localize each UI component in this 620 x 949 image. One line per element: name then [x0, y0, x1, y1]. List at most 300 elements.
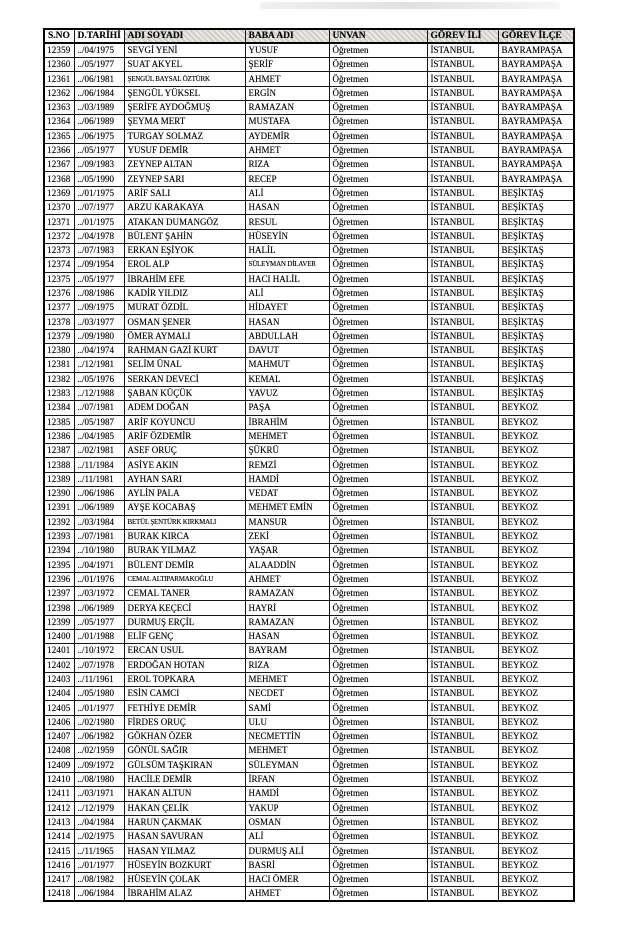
sno-cell: 12413 — [44, 815, 74, 829]
sno-cell: 12414 — [44, 830, 74, 844]
title-cell: Öğretmen — [329, 529, 427, 543]
title-cell: Öğretmen — [329, 329, 427, 343]
province-cell: İSTANBUL — [427, 844, 498, 858]
district-cell: BEYKOZ — [498, 429, 574, 443]
district-cell: BEŞİKTAŞ — [498, 258, 574, 272]
province-cell: İSTANBUL — [427, 72, 498, 86]
birth-date-cell: ../07/1983 — [74, 243, 124, 257]
title-cell: Öğretmen — [329, 787, 427, 801]
birth-date-cell: ../06/1984 — [74, 86, 124, 100]
full-name-cell: ASİYE AKIN — [124, 458, 245, 472]
district-cell: BEYKOZ — [498, 487, 574, 501]
province-cell: İSTANBUL — [427, 715, 498, 729]
scan-artifact-smudge — [260, 2, 560, 9]
province-cell: İSTANBUL — [427, 744, 498, 758]
birth-date-cell: ../02/1959 — [74, 744, 124, 758]
title-cell: Öğretmen — [329, 587, 427, 601]
personnel-list-table — [43, 28, 575, 902]
birth-date-cell: ../11/1961 — [74, 672, 124, 686]
district-cell: BAYRAMPAŞA — [498, 58, 574, 72]
full-name-cell: ESİN CAMCI — [124, 687, 245, 701]
title-cell: Öğretmen — [329, 858, 427, 872]
father-name-cell: YAŞAR — [245, 544, 329, 558]
sno-cell: 12386 — [44, 429, 74, 443]
full-name-cell: DURMUŞ ERÇİL — [124, 615, 245, 629]
district-cell: BAYRAMPAŞA — [498, 72, 574, 86]
table-row — [44, 86, 574, 100]
full-name-cell: FETHİYE DEMİR — [124, 701, 245, 715]
district-cell: BEŞİKTAŞ — [498, 229, 574, 243]
full-name-cell: SELİM ÜNAL — [124, 358, 245, 372]
birth-date-cell: ../09/1975 — [74, 301, 124, 315]
birth-date-cell: ../01/1977 — [74, 858, 124, 872]
sno-cell: 12401 — [44, 644, 74, 658]
table-row — [44, 601, 574, 615]
district-cell: BAYRAMPAŞA — [498, 43, 574, 57]
full-name-cell: ERDOĞAN HOTAN — [124, 658, 245, 672]
birth-date-cell: ../07/1981 — [74, 401, 124, 415]
father-name-cell: İRFAN — [245, 772, 329, 786]
birth-date-cell: ../10/1972 — [74, 644, 124, 658]
birth-date-cell: ../09/1983 — [74, 158, 124, 172]
column-header-birth-date: D.TARİHİ — [74, 29, 124, 43]
table-row — [44, 873, 574, 887]
father-name-cell: VEDAT — [245, 487, 329, 501]
father-name-cell: HACI HALİL — [245, 272, 329, 286]
title-cell: Öğretmen — [329, 487, 427, 501]
sno-cell: 12384 — [44, 401, 74, 415]
title-cell: Öğretmen — [329, 286, 427, 300]
full-name-cell: BURAK KIRCA — [124, 529, 245, 543]
sno-cell: 12399 — [44, 615, 74, 629]
title-cell: Öğretmen — [329, 172, 427, 186]
province-cell: İSTANBUL — [427, 229, 498, 243]
district-cell: BEYKOZ — [498, 830, 574, 844]
father-name-cell: MANSUR — [245, 515, 329, 529]
full-name-cell: ARZU KARAKAYA — [124, 201, 245, 215]
province-cell: İSTANBUL — [427, 186, 498, 200]
sno-cell: 12418 — [44, 887, 74, 901]
title-cell: Öğretmen — [329, 115, 427, 129]
district-cell: BAYRAMPAŞA — [498, 143, 574, 157]
province-cell: İSTANBUL — [427, 658, 498, 672]
father-name-cell: ALİ — [245, 186, 329, 200]
birth-date-cell: ../05/1976 — [74, 372, 124, 386]
province-cell: İSTANBUL — [427, 672, 498, 686]
table-row — [44, 229, 574, 243]
father-name-cell: NECMETTİN — [245, 730, 329, 744]
sno-cell: 12411 — [44, 787, 74, 801]
district-cell: BAYRAMPAŞA — [498, 172, 574, 186]
table-row — [44, 401, 574, 415]
father-name-cell: BAYRAM — [245, 644, 329, 658]
district-cell: BEYKOZ — [498, 687, 574, 701]
sno-cell: 12393 — [44, 529, 74, 543]
father-name-cell: HAYRİ — [245, 601, 329, 615]
title-cell: Öğretmen — [329, 772, 427, 786]
title-cell: Öğretmen — [329, 100, 427, 114]
table-row — [44, 544, 574, 558]
table-row — [44, 629, 574, 643]
father-name-cell: YAKUP — [245, 801, 329, 815]
full-name-cell: AYŞE KOCABAŞ — [124, 501, 245, 515]
title-cell: Öğretmen — [329, 458, 427, 472]
sno-cell: 12364 — [44, 115, 74, 129]
birth-date-cell: ../05/1977 — [74, 615, 124, 629]
province-cell: İSTANBUL — [427, 86, 498, 100]
sno-cell: 12371 — [44, 215, 74, 229]
father-name-cell: MEHMET — [245, 429, 329, 443]
province-cell: İSTANBUL — [427, 515, 498, 529]
birth-date-cell: ../04/1975 — [74, 43, 124, 57]
district-cell: BEYKOZ — [498, 844, 574, 858]
full-name-cell: AYHAN SARI — [124, 472, 245, 486]
father-name-cell: AYDEMİR — [245, 129, 329, 143]
father-name-cell: HASAN — [245, 315, 329, 329]
province-cell: İSTANBUL — [427, 386, 498, 400]
full-name-cell: TURGAY SOLMAZ — [124, 129, 245, 143]
table-row — [44, 315, 574, 329]
title-cell: Öğretmen — [329, 344, 427, 358]
birth-date-cell: ../05/1977 — [74, 143, 124, 157]
title-cell: Öğretmen — [329, 672, 427, 686]
father-name-cell: ERGİN — [245, 86, 329, 100]
birth-date-cell: ../02/1975 — [74, 830, 124, 844]
table-row — [44, 858, 574, 872]
full-name-cell: ZEYNEP SARI — [124, 172, 245, 186]
province-cell: İSTANBUL — [427, 873, 498, 887]
birth-date-cell: ../01/1975 — [74, 215, 124, 229]
district-cell: BEYKOZ — [498, 815, 574, 829]
province-cell: İSTANBUL — [427, 644, 498, 658]
table-row — [44, 844, 574, 858]
sno-cell: 12370 — [44, 201, 74, 215]
full-name-cell: KADİR YILDIZ — [124, 286, 245, 300]
table-row — [44, 172, 574, 186]
table-row — [44, 58, 574, 72]
birth-date-cell: ../09/1954 — [74, 258, 124, 272]
province-cell: İSTANBUL — [427, 315, 498, 329]
full-name-cell: SERKAN DEVECİ — [124, 372, 245, 386]
birth-date-cell: ../03/1989 — [74, 100, 124, 114]
father-name-cell: ZEKİ — [245, 529, 329, 543]
province-cell: İSTANBUL — [427, 129, 498, 143]
district-cell: BEŞİKTAŞ — [498, 372, 574, 386]
sno-cell: 12361 — [44, 72, 74, 86]
full-name-cell: ŞENGÜL YÜKSEL — [124, 86, 245, 100]
father-name-cell: KEMAL — [245, 372, 329, 386]
title-cell: Öğretmen — [329, 143, 427, 157]
table-body — [44, 43, 574, 901]
father-name-cell: RIZA — [245, 658, 329, 672]
sno-cell: 12398 — [44, 601, 74, 615]
title-cell: Öğretmen — [329, 887, 427, 901]
district-cell: BEŞİKTAŞ — [498, 301, 574, 315]
sno-cell: 12376 — [44, 286, 74, 300]
birth-date-cell: ../09/1980 — [74, 329, 124, 343]
full-name-cell: ATAKAN DUMANGÖZ — [124, 215, 245, 229]
full-name-cell: CEMAL ALTIPARMAKOĞLU — [124, 572, 245, 586]
title-cell: Öğretmen — [329, 744, 427, 758]
father-name-cell: RAMAZAN — [245, 615, 329, 629]
title-cell: Öğretmen — [329, 215, 427, 229]
title-cell: Öğretmen — [329, 86, 427, 100]
full-name-cell: YUSUF DEMİR — [124, 143, 245, 157]
sno-cell: 12378 — [44, 315, 74, 329]
full-name-cell: HÜSEYİN ÇOLAK — [124, 873, 245, 887]
birth-date-cell: ../12/1988 — [74, 386, 124, 400]
full-name-cell: ŞERİFE AYDOĞMUŞ — [124, 100, 245, 114]
title-cell: Öğretmen — [329, 873, 427, 887]
province-cell: İSTANBUL — [427, 329, 498, 343]
father-name-cell: RECEP — [245, 172, 329, 186]
title-cell: Öğretmen — [329, 315, 427, 329]
province-cell: İSTANBUL — [427, 100, 498, 114]
father-name-cell: İBRAHİM — [245, 415, 329, 429]
birth-date-cell: ../11/1984 — [74, 458, 124, 472]
father-name-cell: DURMUŞ ALİ — [245, 844, 329, 858]
full-name-cell: MURAT ÖZDİL — [124, 301, 245, 315]
sno-cell: 12400 — [44, 629, 74, 643]
full-name-cell: EROL TOPKARA — [124, 672, 245, 686]
title-cell: Öğretmen — [329, 301, 427, 315]
sno-cell: 12405 — [44, 701, 74, 715]
father-name-cell: YUSUF — [245, 43, 329, 57]
full-name-cell: GÜLSÜM TAŞKIRAN — [124, 758, 245, 772]
full-name-cell: İBRAHİM EFE — [124, 272, 245, 286]
province-cell: İSTANBUL — [427, 301, 498, 315]
title-cell: Öğretmen — [329, 544, 427, 558]
birth-date-cell: ../06/1989 — [74, 115, 124, 129]
birth-date-cell: ../07/1978 — [74, 658, 124, 672]
district-cell: BEYKOZ — [498, 544, 574, 558]
table-row — [44, 644, 574, 658]
district-cell: BEŞİKTAŞ — [498, 344, 574, 358]
table-row — [44, 487, 574, 501]
sno-cell: 12392 — [44, 515, 74, 529]
province-cell: İSTANBUL — [427, 730, 498, 744]
birth-date-cell: ../05/1977 — [74, 58, 124, 72]
district-cell: BEYKOZ — [498, 558, 574, 572]
title-cell: Öğretmen — [329, 758, 427, 772]
title-cell: Öğretmen — [329, 58, 427, 72]
sno-cell: 12385 — [44, 415, 74, 429]
table-row — [44, 572, 574, 586]
full-name-cell: HACİLE DEMİR — [124, 772, 245, 786]
district-cell: BEYKOZ — [498, 529, 574, 543]
district-cell: BEŞİKTAŞ — [498, 243, 574, 257]
birth-date-cell: ../11/1965 — [74, 844, 124, 858]
sno-cell: 12373 — [44, 243, 74, 257]
province-cell: İSTANBUL — [427, 572, 498, 586]
title-cell: Öğretmen — [329, 658, 427, 672]
birth-date-cell: ../06/1989 — [74, 501, 124, 515]
birth-date-cell: ../09/1972 — [74, 758, 124, 772]
father-name-cell: NECDET — [245, 687, 329, 701]
province-cell: İSTANBUL — [427, 801, 498, 815]
title-cell: Öğretmen — [329, 243, 427, 257]
birth-date-cell: ../04/1984 — [74, 815, 124, 829]
full-name-cell: ARİF KOYUNCU — [124, 415, 245, 429]
birth-date-cell: ../02/1981 — [74, 444, 124, 458]
district-cell: BEYKOZ — [498, 801, 574, 815]
district-cell: BEYKOZ — [498, 572, 574, 586]
title-cell: Öğretmen — [329, 415, 427, 429]
full-name-cell: HASAN YILMAZ — [124, 844, 245, 858]
table-row — [44, 744, 574, 758]
province-cell: İSTANBUL — [427, 758, 498, 772]
birth-date-cell: ../10/1980 — [74, 544, 124, 558]
full-name-cell: BETÜL ŞENTÜRK KIRKMALI — [124, 515, 245, 529]
district-cell: BEYKOZ — [498, 629, 574, 643]
title-cell: Öğretmen — [329, 272, 427, 286]
sno-cell: 12406 — [44, 715, 74, 729]
father-name-cell: HÜSEYİN — [245, 229, 329, 243]
column-header-father-name: BABA ADI — [245, 29, 329, 43]
title-cell: Öğretmen — [329, 186, 427, 200]
district-cell: BEYKOZ — [498, 730, 574, 744]
birth-date-cell: ../11/1981 — [74, 472, 124, 486]
title-cell: Öğretmen — [329, 601, 427, 615]
district-cell: BEYKOZ — [498, 887, 574, 901]
title-cell: Öğretmen — [329, 372, 427, 386]
birth-date-cell: ../05/1980 — [74, 687, 124, 701]
title-cell: Öğretmen — [329, 401, 427, 415]
father-name-cell: AHMET — [245, 572, 329, 586]
birth-date-cell: ../12/1979 — [74, 801, 124, 815]
table-row — [44, 243, 574, 257]
father-name-cell: HACI ÖMER — [245, 873, 329, 887]
birth-date-cell: ../03/1977 — [74, 315, 124, 329]
birth-date-cell: ../06/1975 — [74, 129, 124, 143]
province-cell: İSTANBUL — [427, 272, 498, 286]
table-row — [44, 787, 574, 801]
birth-date-cell: ../02/1980 — [74, 715, 124, 729]
father-name-cell: HASAN — [245, 201, 329, 215]
district-cell: BEŞİKTAŞ — [498, 315, 574, 329]
province-cell: İSTANBUL — [427, 601, 498, 615]
title-cell: Öğretmen — [329, 501, 427, 515]
table-row — [44, 272, 574, 286]
sno-cell: 12404 — [44, 687, 74, 701]
father-name-cell: ŞÜKRÜ — [245, 444, 329, 458]
sno-cell: 12390 — [44, 487, 74, 501]
title-cell: Öğretmen — [329, 43, 427, 57]
table-row — [44, 429, 574, 443]
birth-date-cell: ../04/1971 — [74, 558, 124, 572]
birth-date-cell: ../05/1987 — [74, 415, 124, 429]
table-row — [44, 201, 574, 215]
province-cell: İSTANBUL — [427, 772, 498, 786]
province-cell: İSTANBUL — [427, 358, 498, 372]
full-name-cell: ERKAN EŞİYOK — [124, 243, 245, 257]
title-cell: Öğretmen — [329, 844, 427, 858]
province-cell: İSTANBUL — [427, 58, 498, 72]
title-cell: Öğretmen — [329, 129, 427, 143]
district-cell: BEYKOZ — [498, 444, 574, 458]
table-row — [44, 472, 574, 486]
sno-cell: 12388 — [44, 458, 74, 472]
province-cell: İSTANBUL — [427, 544, 498, 558]
birth-date-cell: ../04/1974 — [74, 344, 124, 358]
full-name-cell: ERCAN USUL — [124, 644, 245, 658]
title-cell: Öğretmen — [329, 801, 427, 815]
father-name-cell: SÜLEYMAN — [245, 758, 329, 772]
table-row — [44, 887, 574, 901]
table-row — [44, 801, 574, 815]
table-row — [44, 758, 574, 772]
full-name-cell: ŞENGÜL BAYSAL ÖZTÜRK — [124, 72, 245, 86]
district-cell: BEYKOZ — [498, 515, 574, 529]
full-name-cell: HASAN SAVURAN — [124, 830, 245, 844]
birth-date-cell: ../08/1982 — [74, 873, 124, 887]
full-name-cell: ŞABAN KÜÇÜK — [124, 386, 245, 400]
district-cell: BEŞİKTAŞ — [498, 286, 574, 300]
district-cell: BEŞİKTAŞ — [498, 272, 574, 286]
full-name-cell: ASEF ORUÇ — [124, 444, 245, 458]
district-cell: BEYKOZ — [498, 615, 574, 629]
full-name-cell: RAHMAN GAZİ KURT — [124, 344, 245, 358]
district-cell: BAYRAMPAŞA — [498, 100, 574, 114]
title-cell: Öğretmen — [329, 687, 427, 701]
province-cell: İSTANBUL — [427, 458, 498, 472]
title-cell: Öğretmen — [329, 358, 427, 372]
sno-cell: 12383 — [44, 386, 74, 400]
sno-cell: 12382 — [44, 372, 74, 386]
province-cell: İSTANBUL — [427, 529, 498, 543]
table-row — [44, 43, 574, 57]
table-row — [44, 830, 574, 844]
table-header — [44, 29, 574, 43]
full-name-cell: AYLİN PALA — [124, 487, 245, 501]
district-cell: BEYKOZ — [498, 858, 574, 872]
full-name-cell: HÜSEYİN BOZKURT — [124, 858, 245, 872]
title-cell: Öğretmen — [329, 615, 427, 629]
sno-cell: 12396 — [44, 572, 74, 586]
birth-date-cell: ../04/1985 — [74, 429, 124, 443]
full-name-cell: HAKAN ALTUN — [124, 787, 245, 801]
father-name-cell: RAMAZAN — [245, 100, 329, 114]
district-cell: BEŞİKTAŞ — [498, 358, 574, 372]
sno-cell: 12410 — [44, 772, 74, 786]
full-name-cell: BÜLENT DEMİR — [124, 558, 245, 572]
full-name-cell: ELİF GENÇ — [124, 629, 245, 643]
father-name-cell: ABDULLAH — [245, 329, 329, 343]
district-cell: BEŞİKTAŞ — [498, 215, 574, 229]
province-cell: İSTANBUL — [427, 787, 498, 801]
father-name-cell: MUSTAFA — [245, 115, 329, 129]
sno-cell: 12389 — [44, 472, 74, 486]
sno-cell: 12416 — [44, 858, 74, 872]
district-cell: BEYKOZ — [498, 601, 574, 615]
title-cell: Öğretmen — [329, 515, 427, 529]
sno-cell: 12415 — [44, 844, 74, 858]
province-cell: İSTANBUL — [427, 243, 498, 257]
province-cell: İSTANBUL — [427, 415, 498, 429]
table-row — [44, 129, 574, 143]
full-name-cell: SEVGİ YENİ — [124, 43, 245, 57]
full-name-cell: ÖMER AYMALI — [124, 329, 245, 343]
father-name-cell: ALİ — [245, 286, 329, 300]
province-cell: İSTANBUL — [427, 158, 498, 172]
province-cell: İSTANBUL — [427, 444, 498, 458]
sno-cell: 12366 — [44, 143, 74, 157]
title-cell: Öğretmen — [329, 229, 427, 243]
title-cell: Öğretmen — [329, 730, 427, 744]
district-cell: BEYKOZ — [498, 501, 574, 515]
father-name-cell: AHMET — [245, 887, 329, 901]
district-cell: BEYKOZ — [498, 415, 574, 429]
